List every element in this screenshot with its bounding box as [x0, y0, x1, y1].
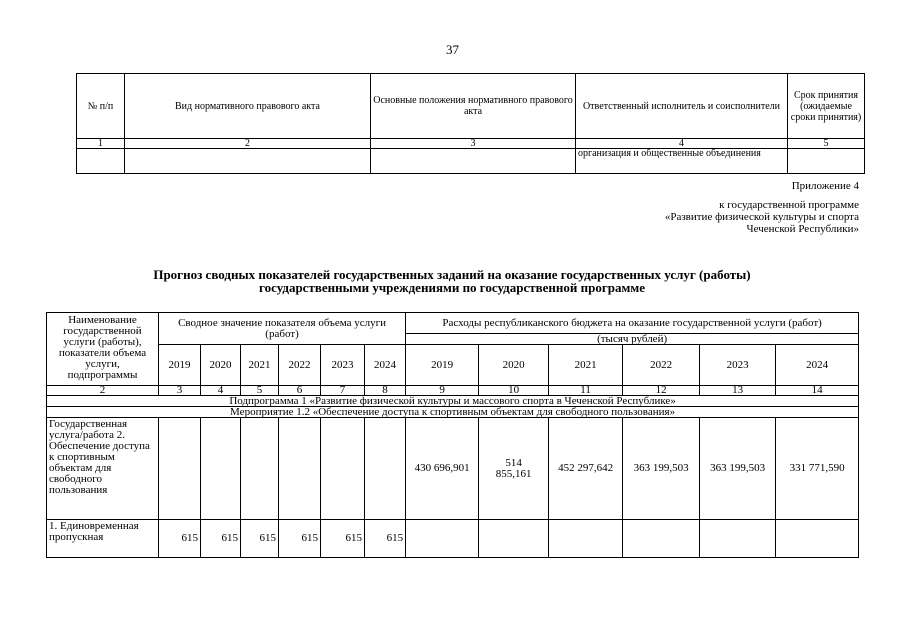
table-cell	[77, 149, 125, 174]
column-number-row	[47, 386, 859, 396]
table-cell	[776, 520, 859, 558]
table-cell	[479, 520, 549, 558]
column-number: 12	[623, 386, 700, 396]
page-number: 37	[446, 42, 459, 57]
cost-cell: 430 696,901	[406, 418, 479, 520]
table-cell	[788, 149, 865, 174]
year-header: 2022	[279, 345, 321, 386]
column-number: 2	[125, 139, 371, 149]
header-expenses-unit: (тысяч рублей)	[406, 334, 859, 345]
header-expenses-group: Расходы республиканского бюджета на оказание государственной услуги (работ)	[406, 313, 859, 334]
volume-cell: 615	[241, 520, 279, 558]
year-header-row	[47, 345, 859, 386]
table-cell	[371, 149, 576, 174]
appendix-reference	[665, 199, 859, 235]
column-number: 7	[321, 386, 365, 396]
volume-cell: 615	[365, 520, 406, 558]
column-number: 5	[788, 139, 865, 149]
cost-cell: 363 199,503	[623, 418, 700, 520]
column-number: 4	[201, 386, 241, 396]
year-header: 2019	[406, 345, 479, 386]
year-header: 2021	[241, 345, 279, 386]
volume-cell: 615	[279, 520, 321, 558]
year-header: 2024	[365, 345, 406, 386]
table-cell	[623, 520, 700, 558]
measure-title: Мероприятие 1.2 «Обеспечение доступа к спортивным объектам для свободного пользования»	[47, 407, 859, 418]
column-number: 4	[576, 139, 788, 149]
table-row	[47, 520, 859, 558]
subprogram-row	[47, 396, 859, 407]
table-cell	[201, 418, 241, 520]
document-title-line: Прогноз сводных показателей государственных заданий на оказание государственных услуг (работы)	[153, 267, 751, 282]
table-header-row	[47, 313, 859, 334]
year-header: 2019	[159, 345, 201, 386]
year-header: 2020	[479, 345, 549, 386]
table-cell	[279, 418, 321, 520]
column-number: 10	[479, 386, 549, 396]
volume-cell: 615	[201, 520, 241, 558]
subprogram-title: Подпрограмма 1 «Развитие физической культуры и массового спорта в Чеченской Республике»	[47, 396, 859, 407]
column-number: 3	[159, 386, 201, 396]
cost-cell: 452 297,642	[549, 418, 623, 520]
service-label: Государственная услуга/работа 2. Обеспечение доступа к спортивным объектам для свободного пользования	[47, 418, 159, 520]
header-service-name: Наименование государственной услуги (работы), показатели объема услуги, подпрограммы	[47, 313, 159, 386]
table-row	[77, 149, 865, 174]
table-cell	[125, 149, 371, 174]
header-provisions: Основные положения нормативного правового акта	[371, 74, 576, 139]
column-number: 6	[279, 386, 321, 396]
year-header: 2022	[623, 345, 700, 386]
cost-cell: 514 855,161	[479, 418, 549, 520]
measure-row	[47, 407, 859, 418]
table-row	[47, 418, 859, 520]
table-cell	[241, 418, 279, 520]
indicator-label: 1. Единовременная пропускная	[47, 520, 159, 558]
table-cell	[365, 418, 406, 520]
year-header: 2021	[549, 345, 623, 386]
table-cell	[159, 418, 201, 520]
year-header: 2023	[321, 345, 365, 386]
table-cell	[406, 520, 479, 558]
column-number: 1	[77, 139, 125, 149]
column-number: 14	[776, 386, 859, 396]
header-volume-group: Сводное значение показателя объема услуги (работ)	[159, 313, 406, 345]
forecast-table	[46, 312, 859, 558]
column-number: 3	[371, 139, 576, 149]
header-executor: Ответственный исполнитель и соисполнители	[576, 74, 788, 139]
executor-continuation: организация и общественные объединения	[576, 149, 788, 174]
column-number: 11	[549, 386, 623, 396]
table-header-row	[77, 74, 865, 139]
table-cell	[549, 520, 623, 558]
column-number: 5	[241, 386, 279, 396]
header-number: № п/п	[77, 74, 125, 139]
table-cell	[321, 418, 365, 520]
appendix-title: Приложение 4	[791, 180, 859, 192]
appendix-line: «Развитие физической культуры и спорта	[664, 211, 859, 223]
header-deadline: Срок принятия (ожидаемые сроки принятия)	[788, 74, 865, 139]
year-header: 2024	[776, 345, 859, 386]
table-cell	[700, 520, 776, 558]
header-act-type: Вид нормативного правового акта	[125, 74, 371, 139]
appendix-line: к государственной программе	[719, 199, 859, 211]
volume-cell: 615	[321, 520, 365, 558]
column-number-row	[77, 139, 865, 149]
column-number: 8	[365, 386, 406, 396]
cost-cell: 363 199,503	[700, 418, 776, 520]
regulatory-acts-table	[76, 73, 865, 174]
column-number: 2	[47, 386, 159, 396]
column-number: 13	[700, 386, 776, 396]
appendix-line: Чеченской Республики»	[746, 223, 859, 235]
year-header: 2020	[201, 345, 241, 386]
document-title-line: государственными учреждениями по государственной программе	[259, 280, 645, 295]
cost-cell: 331 771,590	[776, 418, 859, 520]
column-number: 9	[406, 386, 479, 396]
year-header: 2023	[700, 345, 776, 386]
volume-cell: 615	[159, 520, 201, 558]
document-title	[46, 268, 858, 294]
